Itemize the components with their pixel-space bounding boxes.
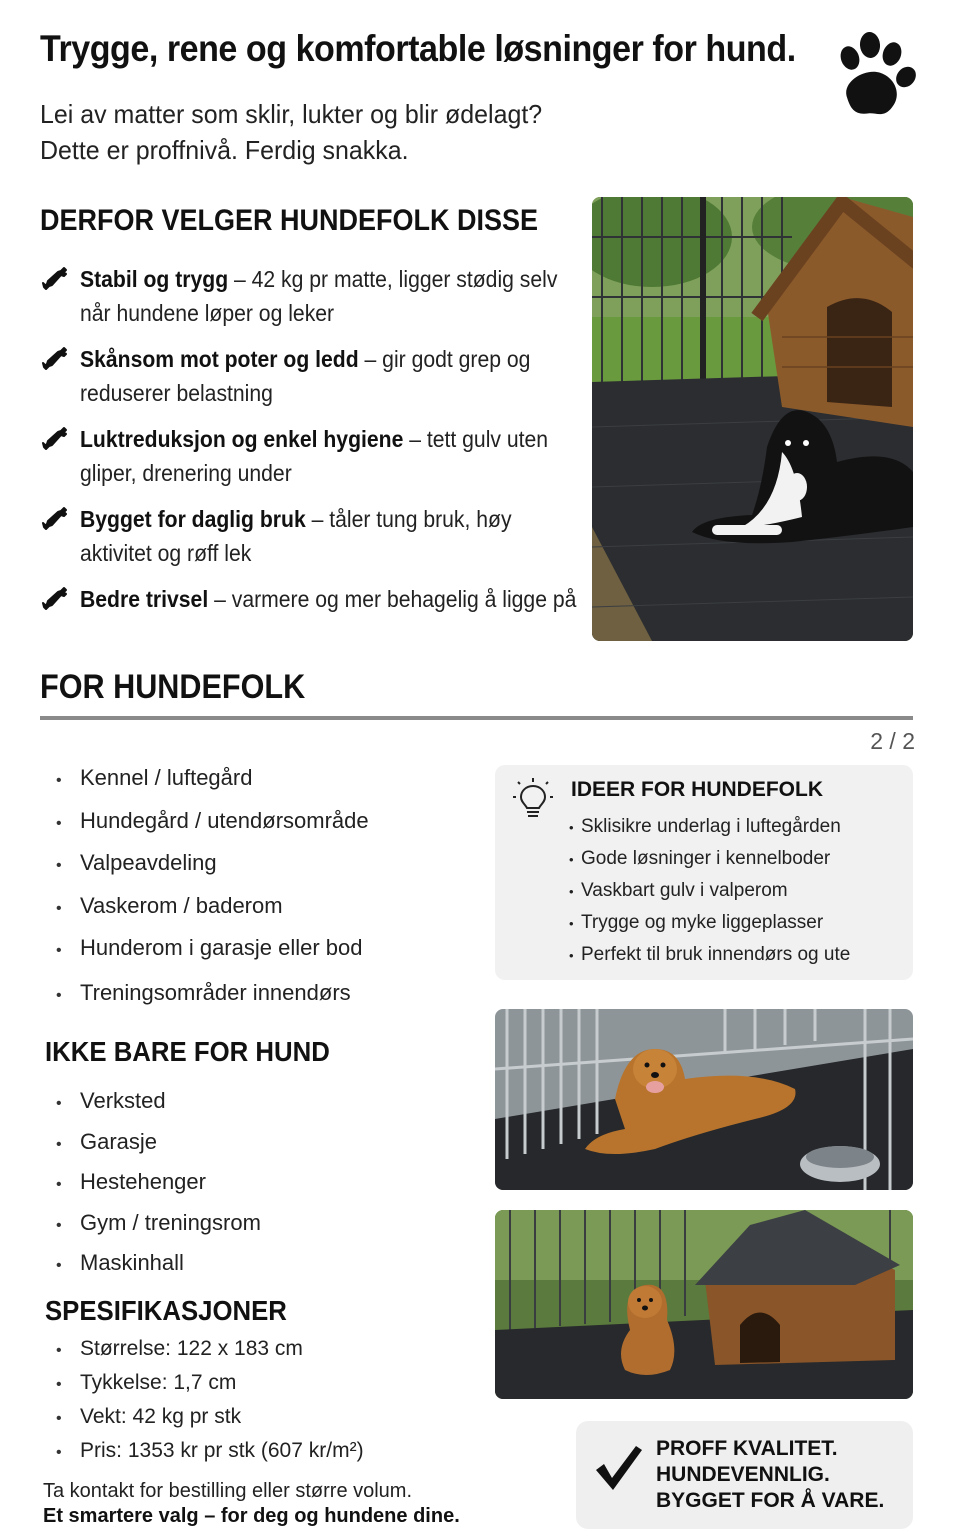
list-item: • Hundegård / utendørsområde	[56, 801, 369, 844]
list-item: • Verksted	[56, 1082, 261, 1123]
not-only-heading: IKKE BARE FOR HUND	[45, 1036, 330, 1067]
list-item: • Treningsområder innendørs	[56, 973, 369, 1016]
list-item: • Garasje	[56, 1123, 261, 1164]
benefit-item: Skånsom mot poter og ledd – gir godt grep og reduserer belastning	[40, 342, 588, 410]
bone-icon	[40, 266, 68, 292]
bone-icon	[40, 506, 68, 532]
spec-item: • Vekt: 42 kg pr stk	[56, 1401, 364, 1435]
quality-line: BYGGET FOR Å VARE.	[656, 1489, 885, 1512]
spec-item: • Størrelse: 122 x 183 cm	[56, 1333, 364, 1367]
bone-icon	[40, 426, 68, 452]
spec-item: • Pris: 1353 kr pr stk (607 kr/m²)	[56, 1435, 364, 1469]
list-item: • Perfekt til bruk innendørs og ute	[569, 939, 850, 971]
list-item: • Vaskbart gulv i valperom	[569, 875, 850, 907]
list-item: • Gode løsninger i kennelboder	[569, 843, 850, 875]
benefits-list	[40, 262, 588, 628]
other-uses-list	[56, 1082, 261, 1285]
specs-heading: SPESIFIKASJONER	[45, 1295, 287, 1326]
page-indicator: 2 / 2	[870, 728, 915, 754]
benefit-item: Luktreduksjon og enkel hygiene – tett gulv uten gliper, drenering under	[40, 422, 588, 490]
bone-icon	[40, 346, 68, 372]
lightbulb-icon	[512, 776, 554, 822]
list-item: • Maskinhall	[56, 1244, 261, 1285]
list-item: • Hunderom i garasje eller bod	[56, 928, 369, 971]
photo-puppy-doghouse	[495, 1210, 913, 1399]
list-item: • Valpeavdeling	[56, 843, 369, 886]
photo-border-collie-kennel	[592, 197, 913, 641]
for-dog-people-heading: FOR HUNDEFOLK	[40, 668, 306, 706]
specs-list	[56, 1333, 364, 1469]
places-list	[56, 758, 369, 1015]
list-item: • Kennel / luftegård	[56, 758, 369, 801]
subtitle-line-1: Lei av matter som sklir, lukter og blir ødelagt?	[40, 99, 543, 129]
quality-lines	[656, 1436, 884, 1514]
list-item: • Gym / treningsrom	[56, 1204, 261, 1245]
section-divider	[40, 716, 913, 720]
ideas-title: IDEER FOR HUNDEFOLK	[571, 778, 823, 801]
spec-item: • Tykkelse: 1,7 cm	[56, 1367, 364, 1401]
quality-line: PROFF KVALITET.	[656, 1437, 838, 1460]
checkmark-icon	[592, 1440, 644, 1496]
contact-text: Ta kontakt for bestilling eller større volum.	[43, 1480, 413, 1502]
tagline: Et smartere valg – for deg og hundene dine.	[43, 1505, 460, 1527]
page-title: Trygge, rene og komfortable løsninger for hund.	[40, 28, 796, 69]
list-item: • Sklisikre underlag i luftegården	[569, 811, 850, 843]
bone-icon	[40, 586, 68, 612]
list-item: • Trygge og myke liggeplasser	[569, 907, 850, 939]
paw-icon	[830, 32, 922, 124]
page-subtitle	[40, 96, 542, 168]
benefit-item: Bedre trivsel – varmere og mer behagelig å ligge på	[40, 582, 588, 616]
benefits-heading: DERFOR VELGER HUNDEFOLK DISSE	[40, 204, 539, 237]
list-item: • Vaskerom / baderom	[56, 886, 369, 929]
ideas-list	[569, 811, 850, 971]
list-item: • Hestehenger	[56, 1163, 261, 1204]
benefit-item: Stabil og trygg – 42 kg pr matte, ligger stødig selv når hundene løper og leker	[40, 262, 588, 330]
subtitle-line-2: Dette er proffnivå. Ferdig snakka.	[40, 135, 409, 165]
photo-golden-retriever-kennel	[495, 1009, 913, 1190]
quality-line: HUNDEVENNLIG.	[656, 1463, 830, 1486]
benefit-item: Bygget for daglig bruk – tåler tung bruk, høy aktivitet og røff lek	[40, 502, 588, 570]
